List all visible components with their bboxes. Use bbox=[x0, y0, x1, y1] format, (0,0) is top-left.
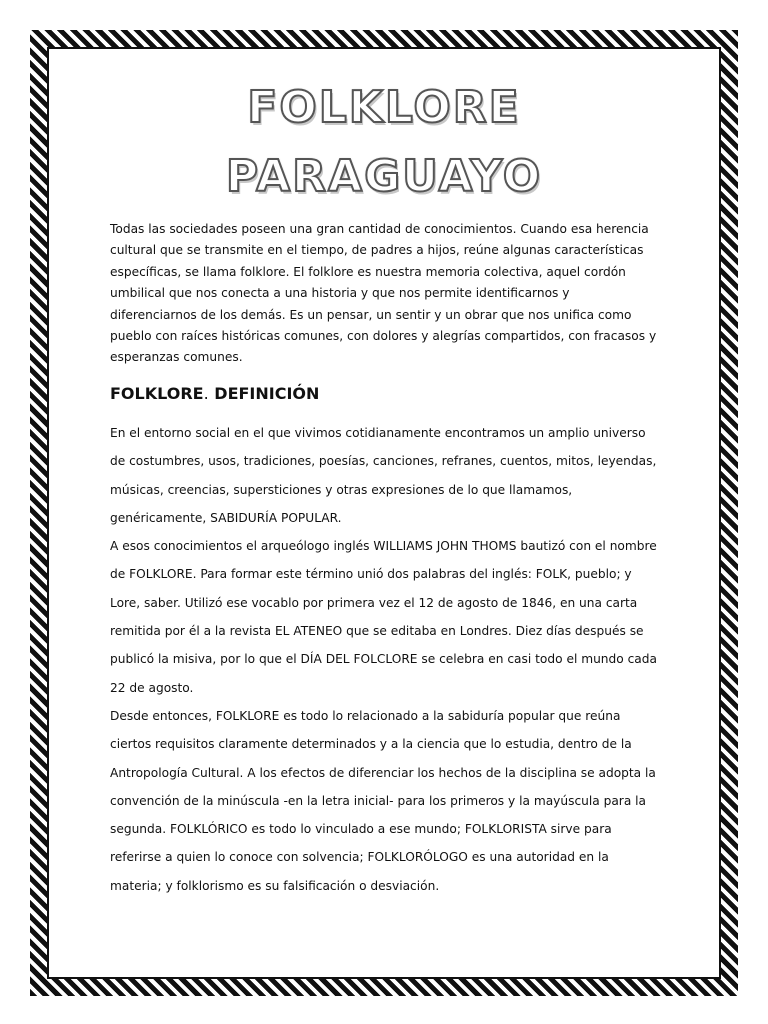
body-paragraph-2: A esos conocimientos el arqueólogo inglés WILLIAMS JOHN THOMS bautizó con el nombre de FOLKLORE. Para formar este término unió dos palabras del inglés: FOLK, pueblo; y Lore, saber. Utilizó ese vocablo por primera vez el 12 de agosto de 1846, en una carta remitida por él a la revista EL ATENEO que se editaba en Londres. Diez días después se publicó la misiva, por lo que el DÍA DEL FOLCLORE se celebra en casi todo el mundo cada 22 de agosto. bbox=[110, 539, 657, 695]
title-line-2: PARAGUAYO bbox=[225, 151, 543, 202]
body-paragraph-3: Desde entonces, FOLKLORE es todo lo relacionado a la sabiduría popular que reúna ciertos requisitos claramente determinados y a la ciencia que lo estudia, dentro de la Antropología Cultural. A los efectos de diferenciar los hechos de la disciplina se adopta la convención de la minúscula -en la letra inicial- para los primeros y la mayúscula para la segunda. FOLKLÓRICO es todo lo vinculado a ese mundo; FOLKLORISTA sirve para referirse a quien lo conoce con solvencia; FOLKLORÓLOGO es una autoridad en la materia; y folklorismo es su falsificación o desviación. bbox=[110, 708, 656, 893]
heading-word: FOLKLORE bbox=[110, 384, 204, 403]
body-paragraph-1: En el entorno social en el que vivimos cotidianamente encontramos un amplio universo de costumbres, usos, tradiciones, poesías, canciones, refranes, cuentos, mitos, leyendas, músicas, creencias, supersticiones y otras expresiones de lo que llamamos, genéricamente, SABIDURÍA POPULAR. bbox=[110, 426, 657, 525]
heading-dot: . bbox=[203, 384, 209, 403]
heading-rest: DEFINICIÓN bbox=[214, 384, 320, 403]
title-line-1: FOLKLORE bbox=[247, 82, 521, 133]
body-text bbox=[110, 419, 658, 900]
intro-paragraph: Todas las sociedades poseen una gran cantidad de conocimientos. Cuando esa herencia cultural que se transmite en el tiempo, de padres a hijos, reúne algunas características específicas, se llama folklore. El folklore es nuestra memoria colectiva, aquel cordón umbilical que nos conecta a una historia y que nos permite identificarnos y diferenciarnos de los demás. Es un pensar, un sentir y un obrar que nos unifica como pueblo con raíces históricas comunes, con dolores y alegrías compartidos, con fracasos y esperanzas comunes. bbox=[110, 222, 657, 365]
section-heading bbox=[110, 384, 319, 403]
